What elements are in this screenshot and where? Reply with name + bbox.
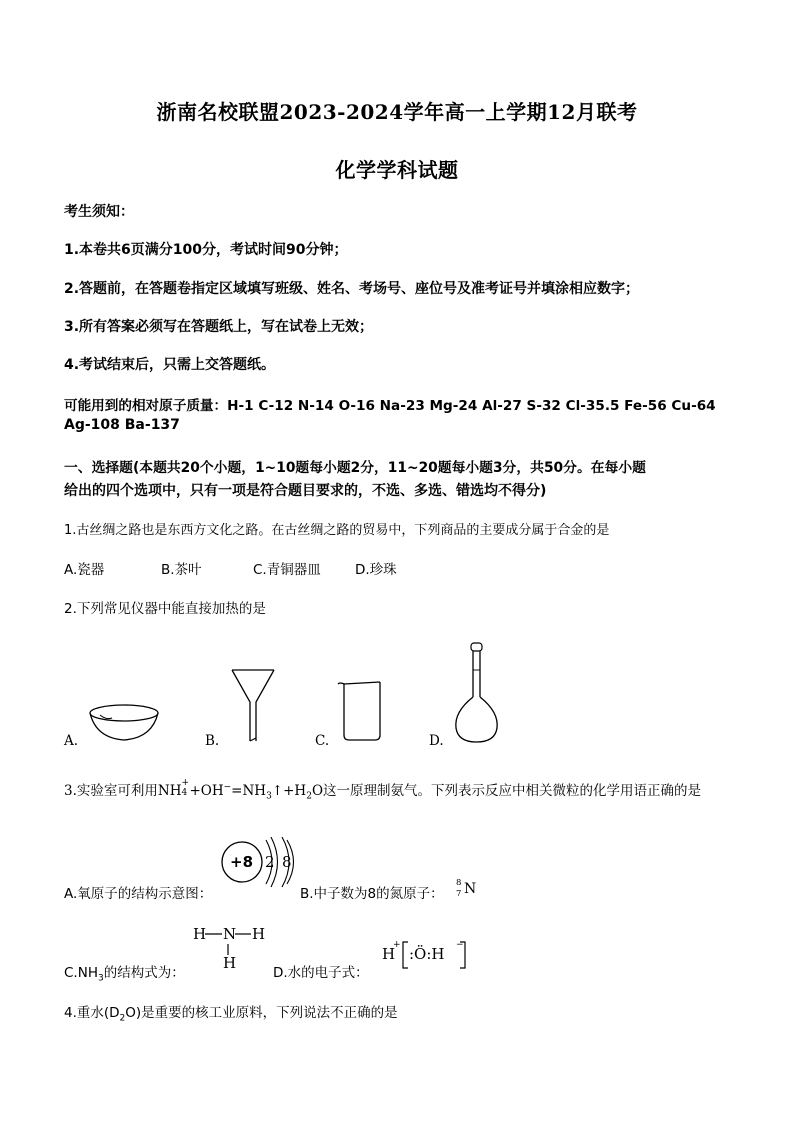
exam-subtitle: 化学学科试题 bbox=[335, 158, 459, 182]
option-c-text: C.NH bbox=[64, 965, 98, 981]
q1-stem: 1.古丝绸之路也是东西方文化之路。在古丝绸之路的贸易中，下列商品的主要成分属于合金的是 bbox=[64, 523, 610, 538]
nitrogen-mass-number: 8 bbox=[456, 878, 462, 888]
q3-stem-part: O这一原理制氨气。下列表示反应中相关微粒的化学用语正确的是 bbox=[311, 783, 702, 799]
water-minus: − bbox=[456, 940, 464, 950]
nh4-subscript: 4 bbox=[181, 788, 188, 798]
funnel-icon bbox=[230, 668, 278, 743]
beaker-icon bbox=[336, 680, 384, 742]
evaporating-dish-icon bbox=[86, 700, 166, 745]
option-c-text: 的结构式为： bbox=[103, 965, 185, 981]
q3-option-c bbox=[64, 961, 185, 984]
q3-stem-part: 3.实验室可利用NH bbox=[64, 783, 182, 799]
nh4-charge: + bbox=[181, 778, 190, 788]
notice-item-2: 2.答题前，在答题卷指定区域填写班级、姓名、考场号、座位号及准考证号并填涂相应数字； bbox=[64, 281, 640, 297]
q1-option-a: A.瓷器 bbox=[64, 562, 105, 578]
nh3-h-right: H bbox=[252, 925, 266, 943]
water-core: :Ö:H bbox=[409, 945, 445, 963]
q3-option-a: A.氧原子的结构示意图： bbox=[64, 886, 213, 902]
notice-heading: 考生须知： bbox=[64, 204, 134, 220]
oh-charge: − bbox=[223, 782, 232, 793]
q2-option-a: A. bbox=[64, 733, 79, 749]
oxygen-shell-2: 8 bbox=[282, 853, 292, 871]
oxygen-shell-1: 2 bbox=[265, 853, 275, 871]
q2-option-c: C. bbox=[315, 733, 330, 749]
q3-option-b: B.中子数为8的氮原子： bbox=[300, 886, 444, 902]
nh3-subscript: 3 bbox=[97, 973, 104, 984]
q2-stem: 2.下列常见仪器中能直接加热的是 bbox=[64, 601, 266, 617]
q2-option-b: B. bbox=[205, 733, 220, 749]
q3-stem bbox=[64, 779, 701, 802]
nitrogen-symbol: N bbox=[464, 881, 477, 897]
volumetric-flask-icon bbox=[452, 642, 504, 746]
section-heading-line-1: 一、选择题(本题共20个小题，1~10题每小题2分，11~20题每小题3分，共50分。在每小题 bbox=[64, 460, 646, 476]
nh3-subscript: 3 bbox=[266, 791, 272, 802]
atomic-masses-line-1: 可能用到的相对原子质量：H-1 C-12 N-14 O-16 Na-23 Mg-24 Al-27 S-32 Cl-35.5 Fe-56 Cu-64 bbox=[64, 398, 716, 414]
q4-stem bbox=[64, 1001, 398, 1024]
q4-text: 4.重水(D bbox=[64, 1005, 120, 1021]
h2o-subscript: 2 bbox=[306, 791, 312, 802]
nh3-n: N bbox=[223, 925, 237, 943]
oxygen-nucleus-charge: +8 bbox=[230, 853, 254, 871]
q1-option-c: C.青铜器皿 bbox=[253, 562, 321, 578]
section-heading-line-2: 给出的四个选项中，只有一项是符合题目要求的，不选、多选、错选均不得分) bbox=[64, 483, 547, 499]
q3-stem-part: +OH bbox=[189, 783, 224, 799]
nitrogen-atomic-number: 7 bbox=[456, 889, 462, 899]
nh3-h-left: H bbox=[193, 925, 207, 943]
q1-option-b: B.茶叶 bbox=[161, 562, 202, 578]
atomic-masses-line-2: Ag-108 Ba-137 bbox=[64, 417, 180, 433]
q3-stem-part: ↑+H bbox=[271, 783, 307, 799]
notice-item-1: 1.本卷共6页满分100分，考试时间90分钟； bbox=[64, 242, 348, 258]
d2o-subscript: 2 bbox=[119, 1013, 126, 1024]
q2-option-d: D. bbox=[429, 733, 444, 749]
q4-text: O)是重要的核工业原料，下列说法不正确的是 bbox=[125, 1005, 398, 1021]
q3-option-d: D.水的电子式： bbox=[273, 965, 369, 981]
nh3-h-bottom: H bbox=[223, 954, 237, 972]
notice-item-3: 3.所有答案必须写在答题纸上，写在试卷上无效； bbox=[64, 319, 374, 335]
notice-item-4: 4.考试结束后，只需上交答题纸。 bbox=[64, 357, 276, 373]
nh4-index bbox=[181, 778, 190, 798]
water-plus: + bbox=[393, 940, 401, 950]
nh3-bonds bbox=[190, 925, 270, 965]
exam-title: 浙南名校联盟2023-2024学年高一上学期12月联考 bbox=[156, 100, 638, 124]
q1-option-d: D.珍珠 bbox=[355, 562, 397, 578]
water-h: H bbox=[382, 945, 396, 963]
q3-stem-part: =NH bbox=[231, 783, 267, 799]
